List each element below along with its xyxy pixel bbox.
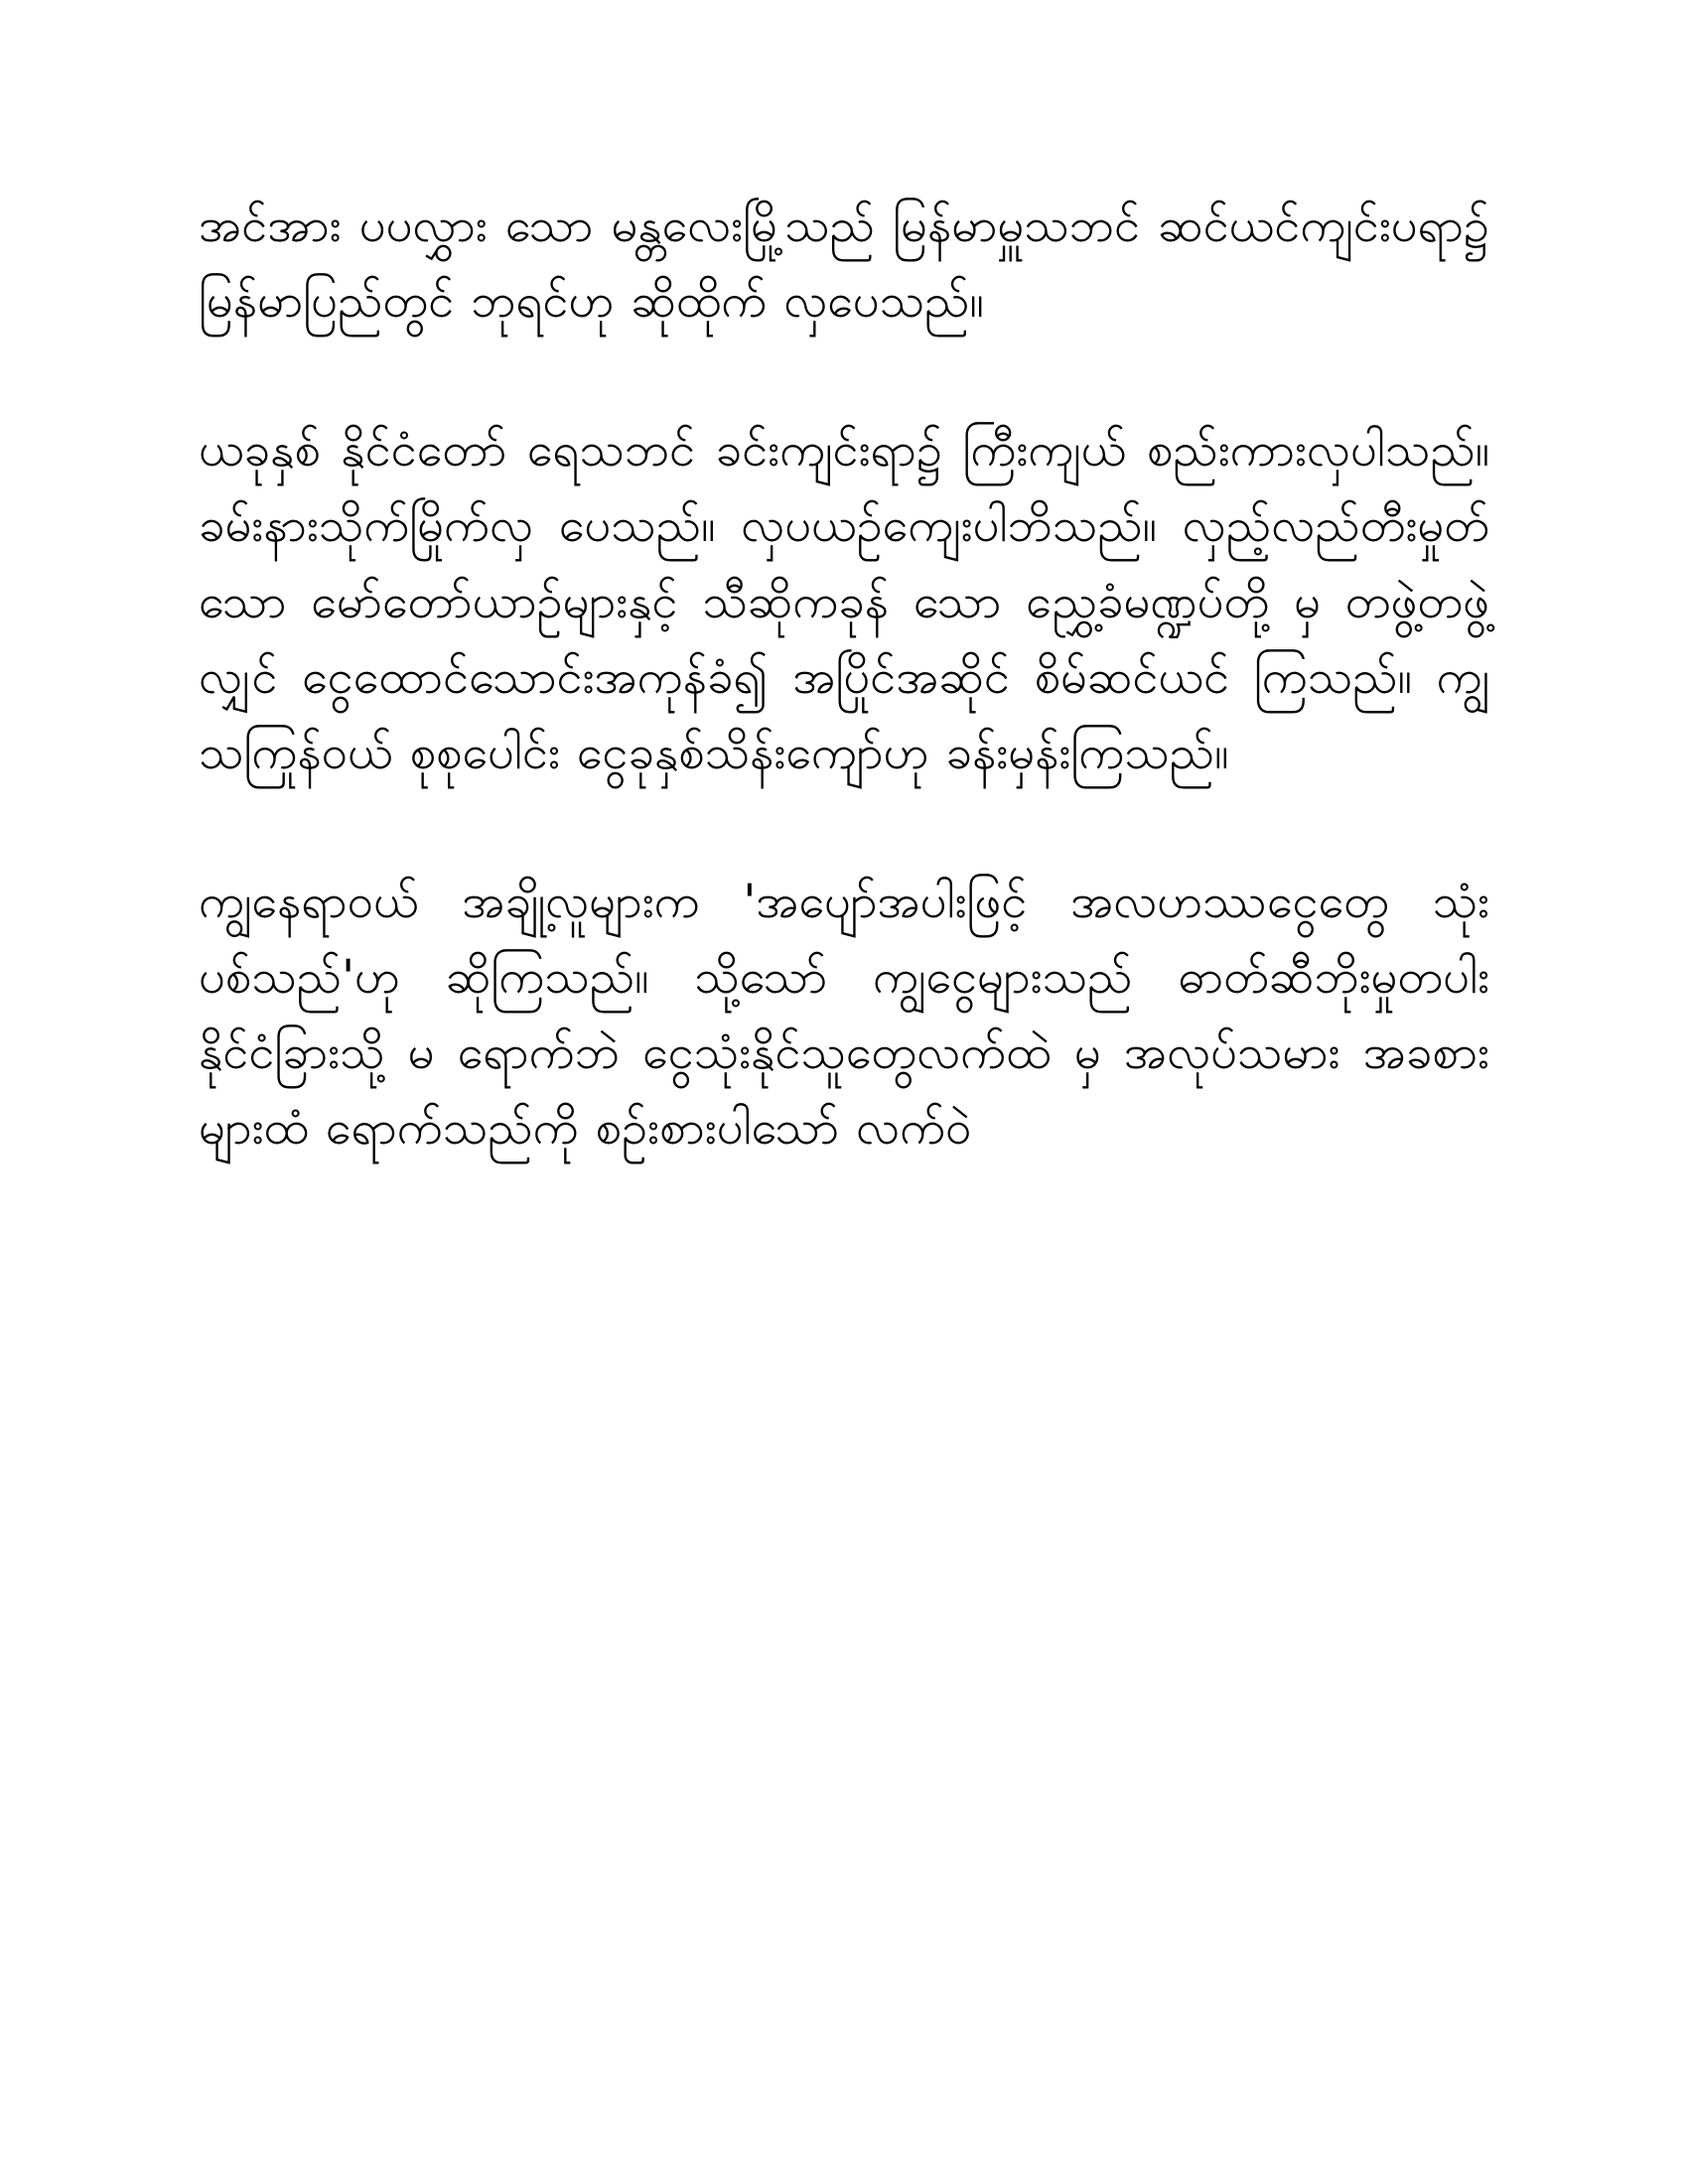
paragraph-2: ယခုနှစ် နိုင်ငံတော် ရေသဘင် ခင်းကျင်းရာ၌ ကြီးကျယ် စည်းကားလှပါသည်။ ခမ်းနားသိုက်မြိုက်လှ ပေသည်။ လှပယဉ်ကျေးပါဘိသည်။ လှည့်လည်တီးမှုတ်သော မော်တော်ယာဉ်များနှင့် သီဆိုကခုန် သော ညွှေ့ခံမဏ္ဍပ်တို့ မှ တဖွဲ့တဖွဲ့လျှင် ငွေထောင်သောင်းအကုန်ခံ၍ အပြိုင်အဆိုင် စိမ်ဆင်ယင် ကြသည်။ ကျွသကြုန်ဝယ် စုစုပေါင်း ငွေခုနှစ်သိန်းကျော်ဟု ခန်းမှန်းကြသည်။ xyxy=(199,423,1489,780)
paragraph-3: ကျွနေရာဝယ် အချို့လူများက 'အပျော်အပါးဖြင့် အလဟဿငွေတွေ သုံးပစ်သည်'ဟု ဆိုကြသည်။ သို့သော် ကျွငွေများသည် ဓာတ်ဆီဘိုးမှုတပါး နိုင်ငံခြားသို့ မ ရောက်ဘဲ ငွေသုံးနိုင်သူတွေလက်ထဲ မှ အလုပ်သမား အခစားများထံ ရောက်သည်ကို စဉ်းစားပါသော် လက်ဝဲ xyxy=(199,874,1489,1157)
paragraph-1: အင်အား ပပလွှား သော မန္တလေးမြို့သည် မြန်မာမှူသဘင် ဆင်ယင်ကျင်းပရာ၌ မြန်မာပြည်တွင် ဘုရင်ဟု ဆိုထိုက် လှပေသည်။ xyxy=(199,199,1489,330)
